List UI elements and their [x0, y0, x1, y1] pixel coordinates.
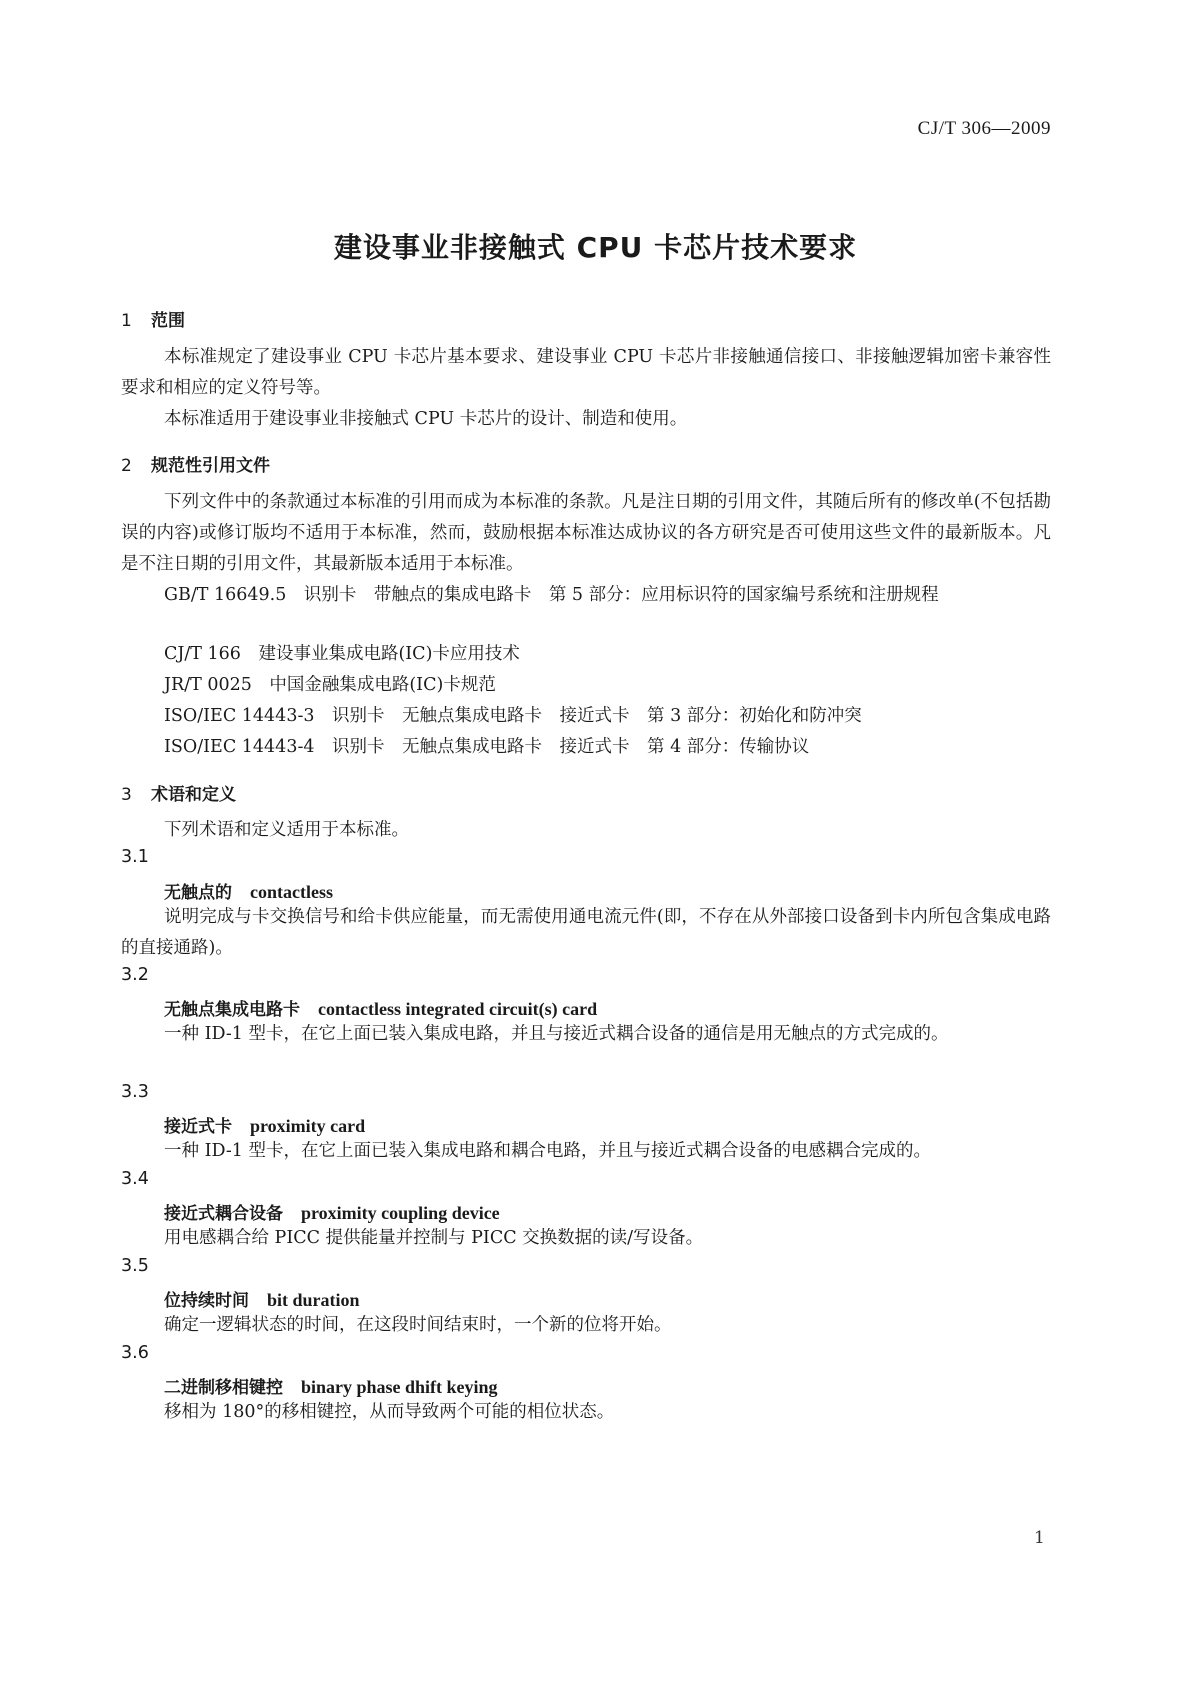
section-number: 1 [121, 311, 132, 331]
reference-item: ISO/IEC 14443-4 识别卡 无触点集成电路卡 接近式卡 第 4 部分：传输协议 [164, 737, 810, 757]
term-zh: 二进制移相键控 [164, 1378, 283, 1398]
clause-number: 3.4 [121, 1169, 149, 1189]
reference-item: JR/T 0025 中国金融集成电路(IC)卡规范 [164, 675, 496, 695]
paragraph: 本标准适用于建设事业非接触式 CPU 卡芯片的设计、制造和使用。 [164, 409, 688, 429]
section-number: 2 [121, 456, 132, 476]
term-definition: 一种 ID-1 型卡，在它上面已装入集成电路和耦合电路，并且与接近式耦合设备的电感耦合完成的。 [164, 1141, 931, 1161]
term-en: proximity card [250, 1116, 366, 1136]
term-zh: 接近式卡 [164, 1117, 232, 1137]
term-heading [164, 1199, 500, 1224]
paragraph: 下列术语和定义适用于本标准。 [164, 820, 409, 840]
term-zh: 位持续时间 [164, 1291, 249, 1311]
term-heading [164, 1286, 360, 1311]
section-title: 范围 [151, 311, 185, 331]
term-zh: 无触点集成电路卡 [164, 1000, 300, 1020]
section-number: 3 [121, 785, 132, 805]
term-en: proximity coupling device [301, 1203, 500, 1223]
term-definition: 确定一逻辑状态的时间，在这段时间结束时，一个新的位将开始。 [164, 1315, 672, 1335]
term-heading [164, 1373, 498, 1398]
term-definition: 说明完成与卡交换信号和给卡供应能量，而无需使用通电流元件(即，不存在从外部接口设备到卡内所包含集成电路的直接通路)。 [121, 907, 1051, 958]
term-en: contactless integrated circuit(s) card [318, 999, 598, 1019]
term-heading [164, 878, 333, 903]
clause-number: 3.1 [121, 847, 149, 867]
term-definition: 移相为 180°的移相键控，从而导致两个可能的相位状态。 [164, 1402, 615, 1422]
paragraph: 下列文件中的条款通过本标准的引用而成为本标准的条款。凡是注日期的引用文件，其随后所有的修改单(不包括勘误的内容)或修订版均不适用于本标准，然而，鼓励根据本标准达成协议的各方研究是否可使用这些文件的最新版本。凡是不注日期的引用文件，其最新版本适用于本标准。 [121, 492, 1051, 574]
clause-number: 3.6 [121, 1343, 149, 1363]
section-heading-1 [121, 306, 185, 331]
standard-code: CJ/T 306—2009 [917, 118, 1051, 139]
term-en: bit duration [267, 1290, 360, 1310]
term-definition: 用电感耦合给 PICC 提供能量并控制与 PICC 交换数据的读/写设备。 [164, 1228, 704, 1248]
page-number: 1 [1034, 1528, 1045, 1548]
term-zh: 接近式耦合设备 [164, 1204, 283, 1224]
clause-number: 3.3 [121, 1082, 149, 1102]
paragraph: 本标准规定了建设事业 CPU 卡芯片基本要求、建设事业 CPU 卡芯片非接触通信接口、非接触逻辑加密卡兼容性要求和相应的定义符号等。 [121, 347, 1051, 398]
term-heading [164, 995, 597, 1020]
section-title: 规范性引用文件 [151, 456, 270, 476]
clause-number: 3.2 [121, 965, 149, 985]
term-en: binary phase dhift keying [301, 1377, 498, 1397]
section-heading-2 [121, 451, 270, 476]
term-definition: 一种 ID-1 型卡，在它上面已装入集成电路，并且与接近式耦合设备的通信是用无触点的方式完成的。 [164, 1024, 949, 1044]
section-title: 术语和定义 [151, 785, 236, 805]
term-heading [164, 1112, 365, 1137]
reference-item: GB/T 16649.5 识别卡 带触点的集成电路卡 第 5 部分：应用标识符的国家编号系统和注册规程 [164, 585, 939, 605]
document-title: 建设事业非接触式 CPU 卡芯片技术要求 [333, 231, 858, 264]
term-zh: 无触点的 [164, 883, 232, 903]
clause-number: 3.5 [121, 1256, 149, 1276]
section-heading-3 [121, 780, 236, 805]
term-en: contactless [250, 882, 333, 902]
reference-item: CJ/T 166 建设事业集成电路(IC)卡应用技术 [164, 644, 520, 664]
reference-item: ISO/IEC 14443-3 识别卡 无触点集成电路卡 接近式卡 第 3 部分：初始化和防冲突 [164, 706, 862, 726]
